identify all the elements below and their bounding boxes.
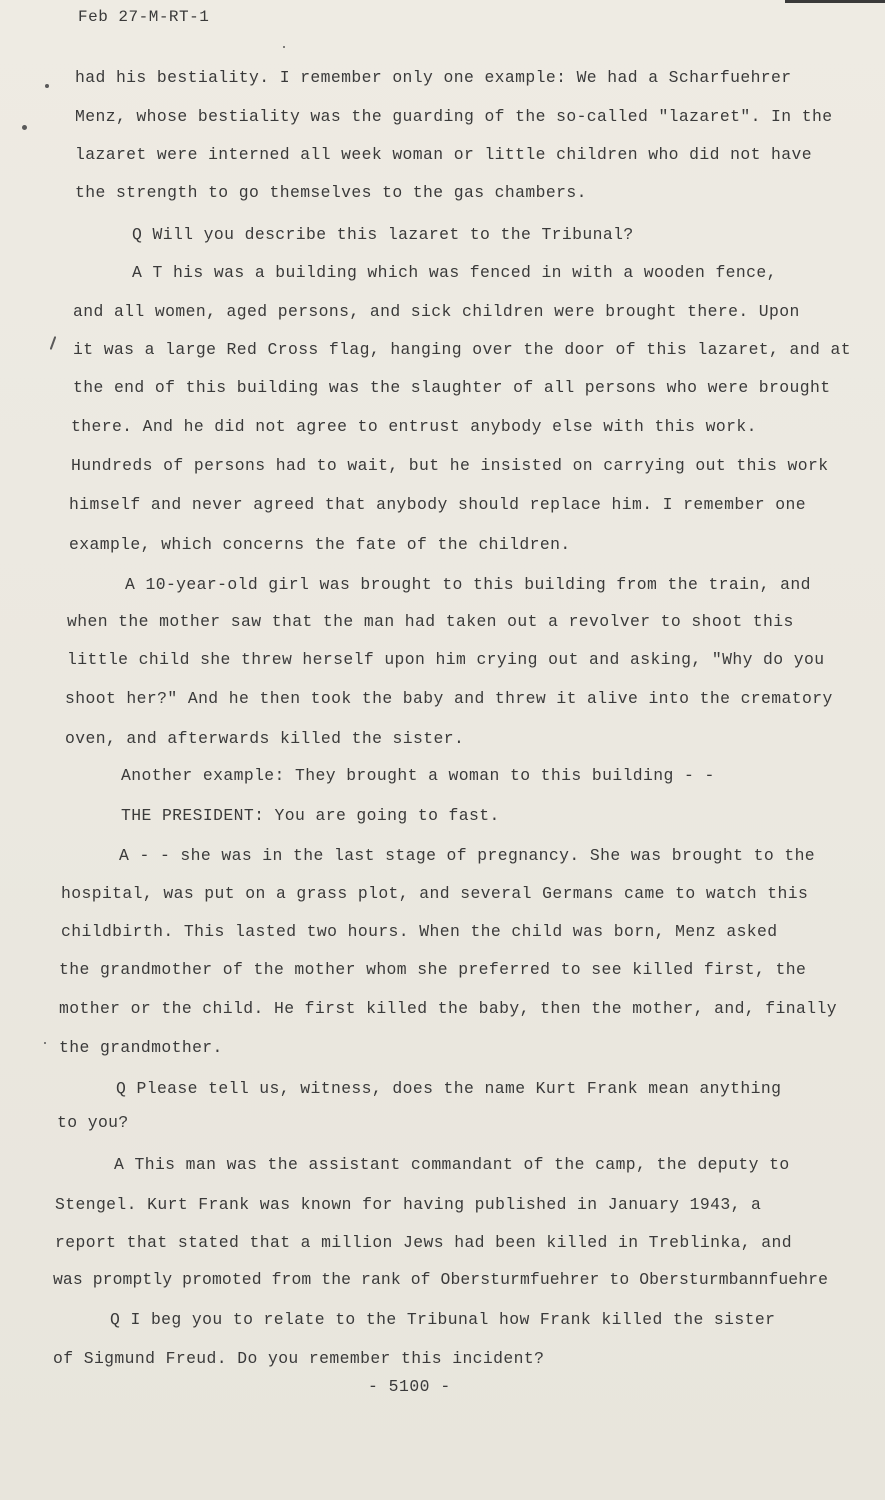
text-line-4: the strength to go themselves to the gas chambers.: [75, 183, 587, 202]
text-line-7: and all women, aged persons, and sick children were brought there. Upon: [73, 302, 800, 321]
text-line-19: Another example: They brought a woman to this building - -: [121, 766, 715, 785]
text-line-28: to you?: [57, 1113, 129, 1132]
text-line-9: the end of this building was the slaughter of all persons who were brought: [73, 378, 831, 397]
text-line-31: report that stated that a million Jews had been killed in Treblinka, and: [55, 1233, 792, 1252]
text-line-2: Menz, whose bestiality was the guarding of the so-called "lazaret". In the: [75, 107, 833, 126]
text-line-3: lazaret were interned all week woman or little children who did not have: [75, 145, 812, 164]
text-line-25: mother or the child. He first killed the baby, then the mother, and, finally: [59, 999, 837, 1018]
text-line-11: Hundreds of persons had to wait, but he insisted on carrying out this work: [71, 456, 829, 475]
text-line-17: shoot her?" And he then took the baby and threw it alive into the crematory: [65, 689, 833, 708]
text-line-26: the grandmother.: [59, 1038, 223, 1057]
document-header: Feb 27-M-RT-1: [78, 8, 210, 26]
margin-speck: [44, 1042, 46, 1044]
text-line-5: Q Will you describe this lazaret to the Tribunal?: [132, 225, 634, 244]
page-number: - 5100 -: [368, 1377, 451, 1396]
text-line-1: had his bestiality. I remember only one example: We had a Scharfuehrer: [75, 68, 792, 87]
text-line-24: the grandmother of the mother whom she preferred to see killed first, the: [59, 960, 807, 979]
text-line-18: oven, and afterwards killed the sister.: [65, 729, 465, 748]
text-line-6: A T his was a building which was fenced in with a wooden fence,: [132, 263, 777, 282]
text-line-27: Q Please tell us, witness, does the name Kurt Frank mean anything: [116, 1079, 782, 1098]
text-line-22: hospital, was put on a grass plot, and several Germans came to watch this: [61, 884, 809, 903]
margin-speck: [50, 336, 57, 350]
text-line-10: there. And he did not agree to entrust anybody else with this work.: [71, 417, 757, 436]
margin-speck: [45, 84, 49, 88]
text-line-21: A - - she was in the last stage of pregnancy. She was brought to the: [119, 846, 816, 865]
text-line-13: example, which concerns the fate of the children.: [69, 535, 571, 554]
text-line-30: Stengel. Kurt Frank was known for having published in January 1943, a: [55, 1195, 762, 1214]
text-line-12: himself and never agreed that anybody should replace him. I remember one: [69, 495, 806, 514]
margin-speck: [22, 125, 27, 130]
page-edge-mark: [785, 0, 885, 3]
text-line-33: Q I beg you to relate to the Tribunal how Frank killed the sister: [110, 1310, 776, 1329]
text-line-16: little child she threw herself upon him crying out and asking, "Why do you: [67, 650, 825, 669]
text-line-8: it was a large Red Cross flag, hanging over the door of this lazaret, and at: [73, 340, 851, 359]
text-line-34: of Sigmund Freud. Do you remember this incident?: [53, 1349, 545, 1368]
text-line-23: childbirth. This lasted two hours. When the child was born, Menz asked: [61, 922, 778, 941]
margin-speck: [283, 46, 285, 48]
text-line-20: THE PRESIDENT: You are going to fast.: [121, 806, 500, 825]
text-line-15: when the mother saw that the man had taken out a revolver to shoot this: [67, 612, 794, 631]
text-line-32: was promptly promoted from the rank of Obersturmfuehrer to Obersturmbannfuehre: [53, 1270, 829, 1289]
text-line-29: A This man was the assistant commandant of the camp, the deputy to: [114, 1155, 790, 1174]
text-line-14: A 10-year-old girl was brought to this building from the train, and: [125, 575, 811, 594]
